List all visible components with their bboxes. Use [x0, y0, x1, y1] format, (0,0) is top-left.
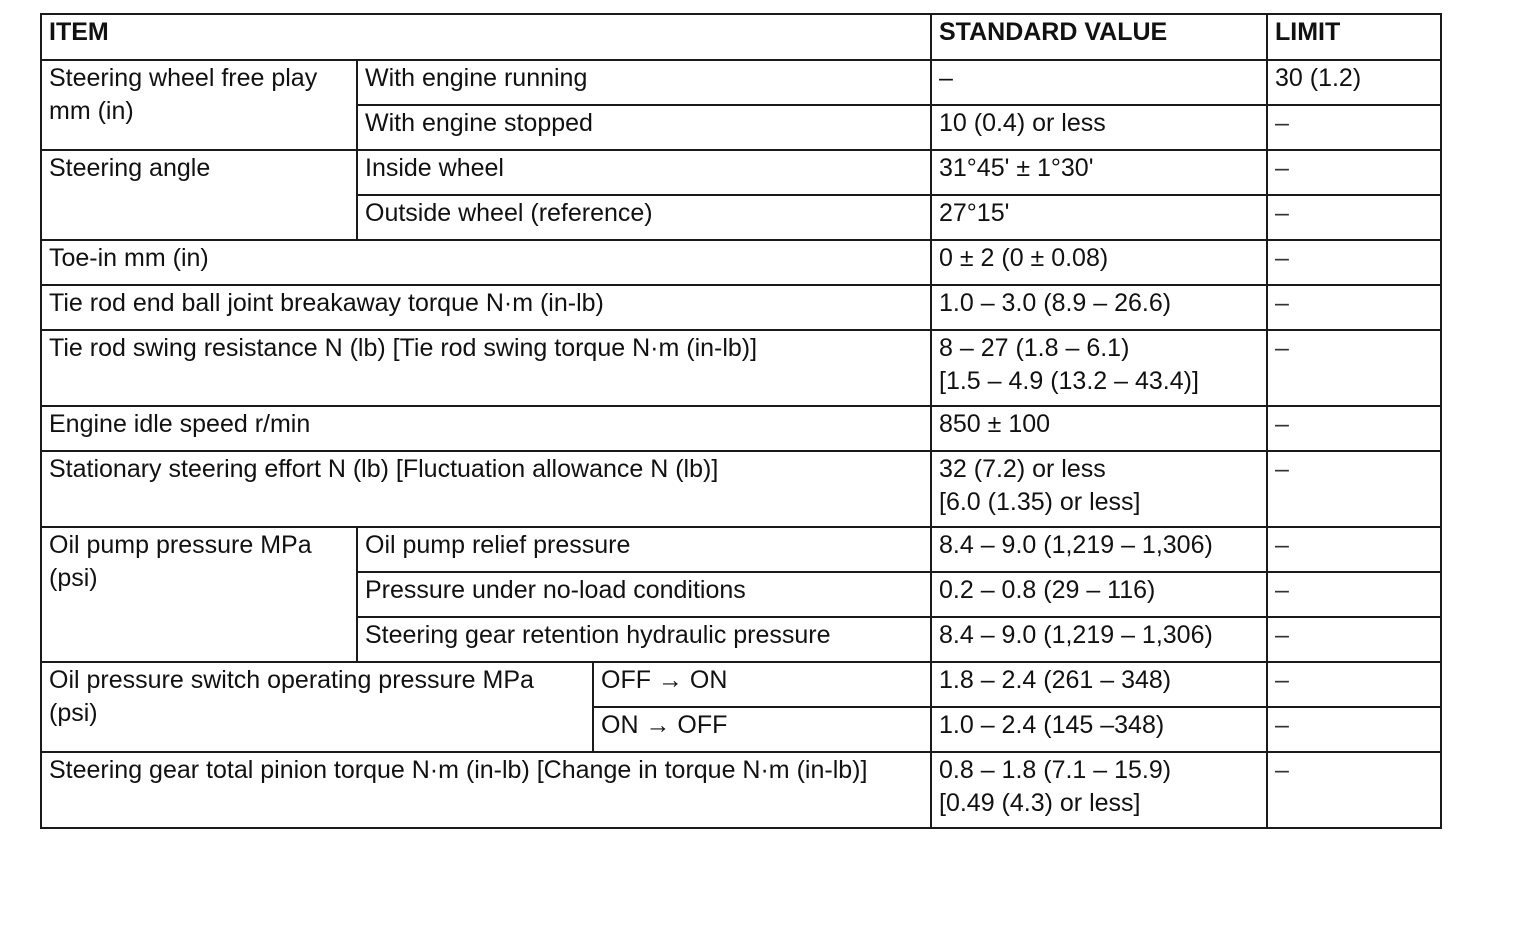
item-label: Oil pressure switch operating pressure MPa (psi) [41, 662, 593, 752]
limit-value: – [1267, 617, 1441, 662]
limit-value: – [1267, 707, 1441, 752]
standard-value: 1.0 – 3.0 (8.9 – 26.6) [931, 285, 1267, 330]
sub-item-label: OFF → ON [593, 662, 931, 707]
limit-value: – [1267, 451, 1441, 527]
header-standard-value: STANDARD VALUE [931, 14, 1267, 60]
limit-value: – [1267, 195, 1441, 240]
standard-value-line: [1.5 – 4.9 (13.2 – 43.4)] [939, 367, 1199, 395]
table-row [41, 752, 1441, 828]
standard-value: 1.8 – 2.4 (261 – 348) [931, 662, 1267, 707]
standard-value-line: [0.49 (4.3) or less] [939, 789, 1141, 817]
header-limit: LIMIT [1267, 14, 1441, 60]
standard-value: – [931, 60, 1267, 105]
item-label: Stationary steering effort N (lb) [Fluctuation allowance N (lb)] [41, 451, 931, 527]
sub-item-label: With engine stopped [357, 105, 931, 150]
table-row [41, 60, 1441, 105]
limit-value: 30 (1.2) [1267, 60, 1441, 105]
limit-value: – [1267, 527, 1441, 572]
limit-value: – [1267, 752, 1441, 828]
standard-value: 31°45' ± 1°30' [931, 150, 1267, 195]
table-row [41, 285, 1441, 330]
specification-table [40, 13, 1442, 829]
table-row [41, 451, 1441, 527]
table-row [41, 527, 1441, 572]
item-label: Toe-in mm (in) [41, 240, 931, 285]
standard-value-line: [6.0 (1.35) or less] [939, 488, 1141, 516]
limit-value: – [1267, 662, 1441, 707]
item-label: Steering angle [41, 150, 357, 240]
header-item: ITEM [41, 14, 931, 60]
item-label: Steering wheel free play mm (in) [41, 60, 357, 150]
limit-value: – [1267, 105, 1441, 150]
standard-value: 8.4 – 9.0 (1,219 – 1,306) [931, 617, 1267, 662]
sub-item-label: Inside wheel [357, 150, 931, 195]
sub-item-label: Outside wheel (reference) [357, 195, 931, 240]
sub-item-label: Steering gear retention hydraulic pressure [357, 617, 931, 662]
item-label: Engine idle speed r/min [41, 406, 931, 451]
header-row [41, 14, 1441, 60]
standard-value: 0.2 – 0.8 (29 – 116) [931, 572, 1267, 617]
standard-value: 1.0 – 2.4 (145 –348) [931, 707, 1267, 752]
standard-value [931, 752, 1267, 828]
item-label: Steering gear total pinion torque N·m (in-lb) [Change in torque N·m (in-lb)] [41, 752, 931, 828]
standard-value [931, 330, 1267, 406]
sub-item-label: Pressure under no-load conditions [357, 572, 931, 617]
table-row [41, 240, 1441, 285]
standard-value-line: 8 – 27 (1.8 – 6.1) [939, 334, 1130, 362]
item-label: Tie rod swing resistance N (lb) [Tie rod swing torque N·m (in-lb)] [41, 330, 931, 406]
standard-value: 10 (0.4) or less [931, 105, 1267, 150]
limit-value: – [1267, 150, 1441, 195]
standard-value: 27°15' [931, 195, 1267, 240]
sub-item-label: Oil pump relief pressure [357, 527, 931, 572]
item-label: Tie rod end ball joint breakaway torque N·m (in-lb) [41, 285, 931, 330]
limit-value: – [1267, 406, 1441, 451]
limit-value: – [1267, 330, 1441, 406]
limit-value: – [1267, 285, 1441, 330]
limit-value: – [1267, 572, 1441, 617]
limit-value: – [1267, 240, 1441, 285]
table-row [41, 662, 1441, 707]
sub-item-label: With engine running [357, 60, 931, 105]
standard-value: 8.4 – 9.0 (1,219 – 1,306) [931, 527, 1267, 572]
table-row [41, 150, 1441, 195]
standard-value: 0 ± 2 (0 ± 0.08) [931, 240, 1267, 285]
standard-value [931, 451, 1267, 527]
standard-value: 850 ± 100 [931, 406, 1267, 451]
standard-value-line: 32 (7.2) or less [939, 455, 1106, 483]
sub-item-label: ON → OFF [593, 707, 931, 752]
table-row [41, 330, 1441, 406]
table-row [41, 406, 1441, 451]
standard-value-line: 0.8 – 1.8 (7.1 – 15.9) [939, 756, 1172, 784]
item-label: Oil pump pressure MPa (psi) [41, 527, 357, 662]
